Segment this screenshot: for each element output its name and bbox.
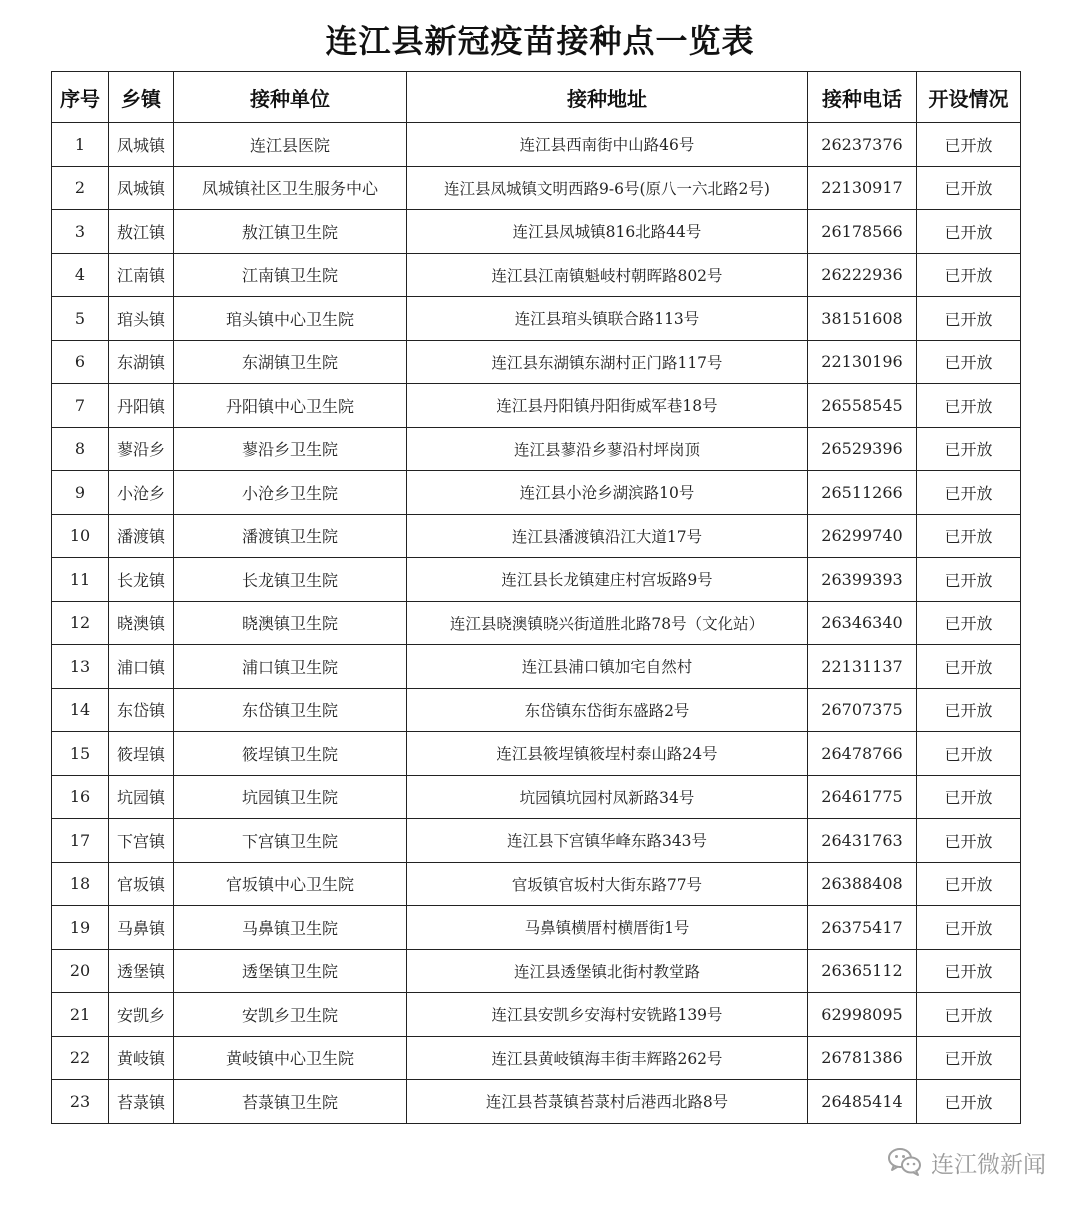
cell-status: 已开放 bbox=[917, 819, 1021, 863]
cell-status: 已开放 bbox=[917, 471, 1021, 515]
table-row bbox=[52, 166, 1021, 210]
cell-address: 连江县小沧乡湖滨路10号 bbox=[407, 471, 808, 515]
page-title: 连江县新冠疫苗接种点一览表 bbox=[325, 22, 755, 60]
cell-site: 晓澳镇卫生院 bbox=[174, 601, 407, 645]
table-row bbox=[52, 253, 1021, 297]
cell-phone: 22130917 bbox=[808, 166, 917, 210]
cell-site: 坑园镇卫生院 bbox=[174, 775, 407, 819]
cell-site: 连江县医院 bbox=[174, 123, 407, 167]
cell-phone: 26478766 bbox=[808, 732, 917, 776]
table-row bbox=[52, 906, 1021, 950]
cell-address: 连江县筱埕镇筱埕村泰山路24号 bbox=[407, 732, 808, 776]
cell-phone: 38151608 bbox=[808, 297, 917, 341]
cell-index: 14 bbox=[52, 688, 109, 732]
cell-status: 已开放 bbox=[917, 427, 1021, 471]
table-row bbox=[52, 471, 1021, 515]
cell-town: 东湖镇 bbox=[109, 340, 174, 384]
cell-address: 连江县长龙镇建庄村宫坂路9号 bbox=[407, 558, 808, 602]
cell-phone: 26346340 bbox=[808, 601, 917, 645]
cell-town: 黄岐镇 bbox=[109, 1036, 174, 1080]
cell-phone: 26558545 bbox=[808, 384, 917, 428]
cell-town: 晓澳镇 bbox=[109, 601, 174, 645]
cell-site: 官坂镇中心卫生院 bbox=[174, 862, 407, 906]
cell-phone: 26365112 bbox=[808, 949, 917, 993]
cell-status: 已开放 bbox=[917, 210, 1021, 254]
cell-site: 安凯乡卫生院 bbox=[174, 993, 407, 1037]
cell-index: 2 bbox=[52, 166, 109, 210]
cell-status: 已开放 bbox=[917, 297, 1021, 341]
cell-site: 透堡镇卫生院 bbox=[174, 949, 407, 993]
cell-site: 浦口镇卫生院 bbox=[174, 645, 407, 689]
cell-town: 凤城镇 bbox=[109, 123, 174, 167]
cell-phone: 26485414 bbox=[808, 1080, 917, 1124]
cell-town: 琯头镇 bbox=[109, 297, 174, 341]
table-row bbox=[52, 123, 1021, 167]
cell-index: 12 bbox=[52, 601, 109, 645]
cell-address: 连江县浦口镇加宅自然村 bbox=[407, 645, 808, 689]
cell-status: 已开放 bbox=[917, 775, 1021, 819]
cell-address: 官坂镇官坂村大街东路77号 bbox=[407, 862, 808, 906]
watermark bbox=[887, 1146, 1046, 1178]
cell-index: 9 bbox=[52, 471, 109, 515]
header-site: 接种单位 bbox=[174, 72, 407, 123]
cell-phone: 26707375 bbox=[808, 688, 917, 732]
vaccination-sites-table bbox=[51, 71, 1021, 1124]
cell-site: 苔菉镇卫生院 bbox=[174, 1080, 407, 1124]
wechat-icon bbox=[887, 1147, 923, 1177]
cell-address: 连江县凤城镇816北路44号 bbox=[407, 210, 808, 254]
cell-index: 21 bbox=[52, 993, 109, 1037]
cell-address: 连江县蓼沿乡蓼沿村坪岗顶 bbox=[407, 427, 808, 471]
table-row bbox=[52, 514, 1021, 558]
cell-index: 5 bbox=[52, 297, 109, 341]
cell-index: 23 bbox=[52, 1080, 109, 1124]
cell-status: 已开放 bbox=[917, 645, 1021, 689]
cell-town: 凤城镇 bbox=[109, 166, 174, 210]
cell-site: 潘渡镇卫生院 bbox=[174, 514, 407, 558]
table-row bbox=[52, 210, 1021, 254]
cell-address: 马鼻镇横厝村横厝街1号 bbox=[407, 906, 808, 950]
cell-phone: 26399393 bbox=[808, 558, 917, 602]
table-row bbox=[52, 427, 1021, 471]
cell-site: 小沧乡卫生院 bbox=[174, 471, 407, 515]
cell-site: 丹阳镇中心卫生院 bbox=[174, 384, 407, 428]
cell-site: 敖江镇卫生院 bbox=[174, 210, 407, 254]
cell-address: 连江县下宫镇华峰东路343号 bbox=[407, 819, 808, 863]
cell-address: 连江县丹阳镇丹阳街威军巷18号 bbox=[407, 384, 808, 428]
cell-status: 已开放 bbox=[917, 384, 1021, 428]
cell-town: 官坂镇 bbox=[109, 862, 174, 906]
table-row bbox=[52, 688, 1021, 732]
cell-phone: 26375417 bbox=[808, 906, 917, 950]
cell-town: 丹阳镇 bbox=[109, 384, 174, 428]
table-row bbox=[52, 601, 1021, 645]
header-town: 乡镇 bbox=[109, 72, 174, 123]
cell-town: 东岱镇 bbox=[109, 688, 174, 732]
cell-town: 安凯乡 bbox=[109, 993, 174, 1037]
cell-index: 3 bbox=[52, 210, 109, 254]
cell-index: 4 bbox=[52, 253, 109, 297]
cell-status: 已开放 bbox=[917, 862, 1021, 906]
cell-status: 已开放 bbox=[917, 688, 1021, 732]
cell-index: 18 bbox=[52, 862, 109, 906]
cell-site: 长龙镇卫生院 bbox=[174, 558, 407, 602]
cell-phone: 26388408 bbox=[808, 862, 917, 906]
cell-status: 已开放 bbox=[917, 253, 1021, 297]
cell-site: 琯头镇中心卫生院 bbox=[174, 297, 407, 341]
cell-status: 已开放 bbox=[917, 123, 1021, 167]
cell-town: 坑园镇 bbox=[109, 775, 174, 819]
cell-site: 下宫镇卫生院 bbox=[174, 819, 407, 863]
cell-town: 蓼沿乡 bbox=[109, 427, 174, 471]
cell-site: 东湖镇卫生院 bbox=[174, 340, 407, 384]
table-row bbox=[52, 949, 1021, 993]
cell-address: 坑园镇坑园村凤新路34号 bbox=[407, 775, 808, 819]
cell-town: 透堡镇 bbox=[109, 949, 174, 993]
cell-status: 已开放 bbox=[917, 1036, 1021, 1080]
cell-status: 已开放 bbox=[917, 1080, 1021, 1124]
cell-phone: 26511266 bbox=[808, 471, 917, 515]
table-row bbox=[52, 558, 1021, 602]
cell-phone: 26237376 bbox=[808, 123, 917, 167]
cell-index: 11 bbox=[52, 558, 109, 602]
cell-status: 已开放 bbox=[917, 732, 1021, 776]
table-row bbox=[52, 993, 1021, 1037]
table-row bbox=[52, 1080, 1021, 1124]
cell-status: 已开放 bbox=[917, 514, 1021, 558]
cell-town: 小沧乡 bbox=[109, 471, 174, 515]
cell-town: 苔菉镇 bbox=[109, 1080, 174, 1124]
cell-index: 19 bbox=[52, 906, 109, 950]
cell-site: 东岱镇卫生院 bbox=[174, 688, 407, 732]
cell-site: 江南镇卫生院 bbox=[174, 253, 407, 297]
cell-address: 连江县东湖镇东湖村正门路117号 bbox=[407, 340, 808, 384]
cell-address: 连江县凤城镇文明西路9-6号(原八一六北路2号) bbox=[407, 166, 808, 210]
cell-status: 已开放 bbox=[917, 993, 1021, 1037]
cell-site: 黄岐镇中心卫生院 bbox=[174, 1036, 407, 1080]
cell-site: 凤城镇社区卫生服务中心 bbox=[174, 166, 407, 210]
cell-phone: 22130196 bbox=[808, 340, 917, 384]
cell-index: 15 bbox=[52, 732, 109, 776]
cell-phone: 26781386 bbox=[808, 1036, 917, 1080]
cell-phone: 22131137 bbox=[808, 645, 917, 689]
header-status: 开设情况 bbox=[917, 72, 1021, 123]
cell-index: 1 bbox=[52, 123, 109, 167]
cell-status: 已开放 bbox=[917, 340, 1021, 384]
cell-site: 筱埕镇卫生院 bbox=[174, 732, 407, 776]
header-phone: 接种电话 bbox=[808, 72, 917, 123]
cell-town: 潘渡镇 bbox=[109, 514, 174, 558]
cell-address: 连江县琯头镇联合路113号 bbox=[407, 297, 808, 341]
cell-phone: 26299740 bbox=[808, 514, 917, 558]
cell-phone: 26461775 bbox=[808, 775, 917, 819]
cell-town: 浦口镇 bbox=[109, 645, 174, 689]
cell-status: 已开放 bbox=[917, 601, 1021, 645]
table-row bbox=[52, 645, 1021, 689]
cell-town: 长龙镇 bbox=[109, 558, 174, 602]
cell-status: 已开放 bbox=[917, 166, 1021, 210]
cell-index: 6 bbox=[52, 340, 109, 384]
table-row bbox=[52, 297, 1021, 341]
table-row bbox=[52, 775, 1021, 819]
cell-address: 连江县黄岐镇海丰街丰辉路262号 bbox=[407, 1036, 808, 1080]
cell-status: 已开放 bbox=[917, 906, 1021, 950]
cell-address: 东岱镇东岱街东盛路2号 bbox=[407, 688, 808, 732]
cell-site: 马鼻镇卫生院 bbox=[174, 906, 407, 950]
cell-town: 下宫镇 bbox=[109, 819, 174, 863]
table-row bbox=[52, 1036, 1021, 1080]
cell-address: 连江县晓澳镇晓兴街道胜北路78号（文化站） bbox=[407, 601, 808, 645]
cell-index: 7 bbox=[52, 384, 109, 428]
cell-phone: 62998095 bbox=[808, 993, 917, 1037]
cell-phone: 26222936 bbox=[808, 253, 917, 297]
header-address: 接种地址 bbox=[407, 72, 808, 123]
cell-index: 13 bbox=[52, 645, 109, 689]
table-header-row bbox=[52, 72, 1021, 123]
cell-town: 敖江镇 bbox=[109, 210, 174, 254]
cell-status: 已开放 bbox=[917, 949, 1021, 993]
table-row bbox=[52, 340, 1021, 384]
cell-address: 连江县苔菉镇苔菉村后港西北路8号 bbox=[407, 1080, 808, 1124]
cell-town: 马鼻镇 bbox=[109, 906, 174, 950]
watermark-text: 连江微新闻 bbox=[931, 1151, 1046, 1178]
cell-index: 16 bbox=[52, 775, 109, 819]
cell-phone: 26529396 bbox=[808, 427, 917, 471]
cell-phone: 26178566 bbox=[808, 210, 917, 254]
cell-index: 20 bbox=[52, 949, 109, 993]
table-row bbox=[52, 819, 1021, 863]
table-row bbox=[52, 384, 1021, 428]
cell-address: 连江县透堡镇北街村教堂路 bbox=[407, 949, 808, 993]
cell-status: 已开放 bbox=[917, 558, 1021, 602]
table-row bbox=[52, 862, 1021, 906]
cell-town: 江南镇 bbox=[109, 253, 174, 297]
cell-site: 蓼沿乡卫生院 bbox=[174, 427, 407, 471]
table-row bbox=[52, 732, 1021, 776]
cell-address: 连江县西南街中山路46号 bbox=[407, 123, 808, 167]
cell-index: 17 bbox=[52, 819, 109, 863]
cell-address: 连江县安凯乡安海村安铣路139号 bbox=[407, 993, 808, 1037]
cell-index: 10 bbox=[52, 514, 109, 558]
cell-index: 8 bbox=[52, 427, 109, 471]
cell-address: 连江县江南镇魁岐村朝晖路802号 bbox=[407, 253, 808, 297]
header-index: 序号 bbox=[52, 72, 109, 123]
cell-address: 连江县潘渡镇沿江大道17号 bbox=[407, 514, 808, 558]
cell-phone: 26431763 bbox=[808, 819, 917, 863]
cell-town: 筱埕镇 bbox=[109, 732, 174, 776]
cell-index: 22 bbox=[52, 1036, 109, 1080]
